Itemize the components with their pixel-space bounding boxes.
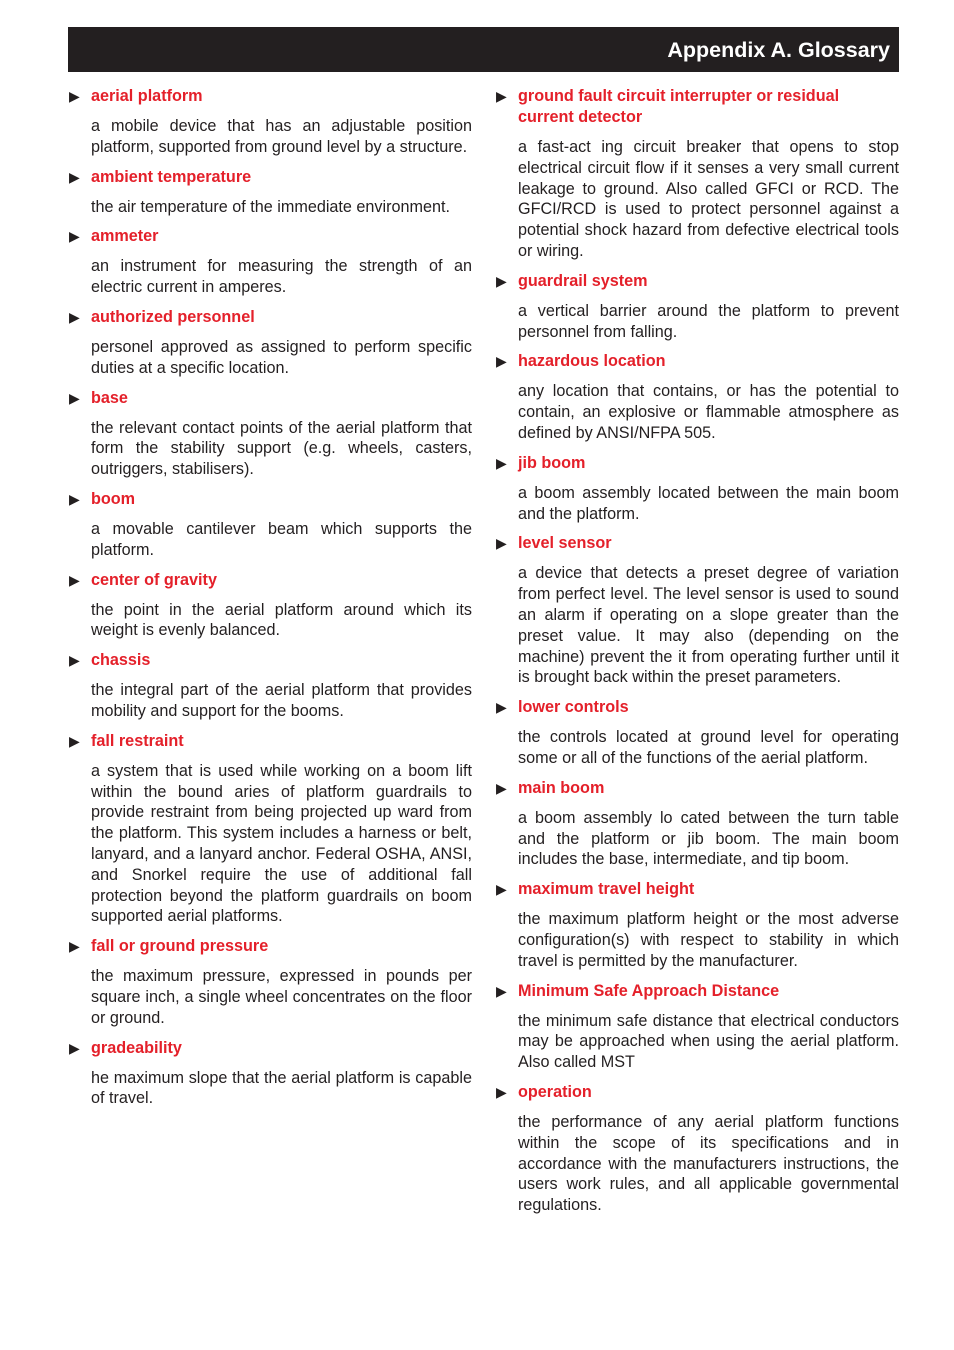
bullet-arrow-icon: ▶ [69, 228, 80, 245]
glossary-entry [496, 778, 899, 870]
glossary-entry [69, 570, 472, 642]
glossary-term: center of gravity [91, 570, 217, 589]
glossary-definition: the maximum pressure, expressed in pounds per square inch, a single wheel concentrates on the floor or ground. [91, 967, 472, 1027]
glossary-definition: the point in the aerial platform around which its weight is evenly balanced. [91, 600, 472, 640]
bullet-arrow-icon: ▶ [496, 982, 507, 999]
glossary-entry [496, 271, 899, 343]
glossary-entry [496, 981, 899, 1073]
bullet-arrow-icon: ▶ [69, 732, 80, 749]
bullet-arrow-icon: ▶ [496, 535, 507, 552]
glossary-definition: a boom assembly lo cated between the turn table and the platform or jib boom. The main boom includes the base, intermediate, and tip boom. [518, 808, 899, 869]
bullet-arrow-icon: ▶ [69, 168, 80, 185]
glossary-term: jib boom [518, 453, 586, 472]
glossary-term: fall restraint [91, 731, 184, 750]
glossary-definition: an instrument for measuring the strength of an electric current in amperes. [91, 257, 472, 297]
glossary-entry [69, 307, 472, 379]
bullet-arrow-icon: ▶ [496, 353, 507, 370]
glossary-column-left [69, 86, 472, 1118]
glossary-term: boom [91, 489, 136, 508]
glossary-term: hazardous location [518, 352, 666, 371]
bullet-arrow-icon: ▶ [69, 652, 80, 669]
glossary-term: guardrail system [518, 271, 648, 290]
glossary-term: gradeability [91, 1038, 182, 1057]
glossary-definition: a fast-act ing circuit breaker that opens to stop electrical circuit flow if it senses a very small current leakage to ground. Also called GFCI or RCD. The GFCI/RCD is used to protect personnel against a potential shock hazard from defective electrical tools or wiring. [518, 138, 899, 260]
glossary-entry [69, 167, 472, 218]
glossary-definition: the integral part of the aerial platform that provides mobility and support for the booms. [91, 681, 472, 720]
bullet-arrow-icon: ▶ [496, 1083, 507, 1100]
page-header [68, 27, 899, 72]
glossary-definition: the controls located at ground level for operating some or all of the functions of the aerial platform. [518, 728, 899, 767]
glossary-entry [69, 1038, 472, 1110]
bullet-arrow-icon: ▶ [69, 571, 80, 588]
page-title: Appendix A. Glossary [667, 38, 890, 62]
glossary-term: aerial platform [91, 87, 203, 105]
glossary-term: ammeter [91, 227, 159, 246]
glossary-term: operation [518, 1082, 592, 1101]
glossary-definition: a boom assembly located between the main boom and the platform. [518, 483, 899, 523]
glossary-definition: the relevant contact points of the aerial platform that form the stability support (e.g. wheels, casters, outriggers, stabilisers). [91, 418, 472, 479]
glossary-entry [69, 489, 472, 561]
glossary-entry [69, 731, 472, 927]
glossary-term: ground fault circuit interrupter or residual current detector [518, 87, 840, 126]
glossary-definition: the air temperature of the immediate environment. [91, 197, 451, 216]
bullet-arrow-icon: ▶ [69, 1039, 80, 1056]
glossary-entry [496, 879, 899, 971]
glossary-definition: a system that is used while working on a boom lift within the bound aries of platform guardrails to provide restraint from being projected up ward from the platform. This system includes a harness or belt, lanyard, and a lanyard anchor. Federal OSHA, ANSI, and Snorkel require the use of additional fall protection beyond the platform guardrails on boom supported aerial platforms. [91, 761, 472, 926]
glossary-entry [496, 351, 899, 443]
glossary-entry [496, 697, 899, 769]
glossary-term: level sensor [518, 534, 612, 553]
bullet-arrow-icon: ▶ [69, 88, 80, 104]
bullet-arrow-icon: ▶ [496, 272, 507, 289]
bullet-arrow-icon: ▶ [496, 779, 507, 796]
glossary-term: authorized personnel [91, 307, 255, 326]
glossary-definition: a movable cantilever beam which supports the platform. [91, 519, 472, 559]
glossary-definition: a vertical barrier around the platform to prevent personnel from falling. [518, 301, 899, 341]
glossary-entry [496, 453, 899, 525]
glossary-term: ambient temperature [91, 167, 252, 186]
glossary-term: Minimum Safe Approach Distance [518, 981, 780, 1000]
bullet-arrow-icon: ▶ [69, 389, 80, 406]
glossary-definition: the minimum safe distance that electrical conductors may be approached when using the aerial platform. Also called MST [518, 1011, 899, 1072]
glossary-entry [69, 388, 472, 480]
bullet-arrow-icon: ▶ [496, 881, 507, 898]
bullet-arrow-icon: ▶ [496, 454, 507, 471]
glossary-term: chassis [91, 651, 151, 670]
bullet-arrow-icon: ▶ [496, 88, 507, 104]
glossary-term: base [91, 388, 128, 407]
glossary-definition: he maximum slope that the aerial platform is capable of travel. [91, 1068, 472, 1108]
glossary-entry [69, 226, 472, 298]
glossary-entry [496, 86, 899, 262]
bullet-arrow-icon: ▶ [496, 699, 507, 716]
glossary-term: fall or ground pressure [91, 937, 269, 956]
glossary-definition: the performance of any aerial platform functions within the scope of its specifications and in accordance with the manufacturers instructions, the users work rules, and all applicable governmental regulations. [518, 1112, 899, 1215]
glossary-definition: a device that detects a preset degree of variation from perfect level. The level sensor is used to sound an alarm if operating on a slope greater than the preset value. It may also (depending on the machine) prevent the it from operating further until it is brought back within the preset parameters. [518, 564, 899, 687]
glossary-column-right [496, 86, 899, 1225]
glossary-definition: a mobile device that has an adjustable position platform, supported from ground level by a structure. [91, 117, 472, 156]
glossary-entry [69, 86, 472, 158]
glossary-entry [69, 936, 472, 1028]
glossary-entry [69, 650, 472, 722]
glossary-term: main boom [518, 778, 605, 797]
glossary-entry [496, 533, 899, 688]
glossary-term: lower controls [518, 698, 629, 717]
bullet-arrow-icon: ▶ [69, 308, 80, 325]
glossary-definition: the maximum platform height or the most adverse configuration(s) with respect to stability in which travel is permitted by the manufacturer. [518, 910, 899, 970]
glossary-term: maximum travel height [518, 880, 695, 899]
bullet-arrow-icon: ▶ [69, 490, 80, 507]
glossary-entry [496, 1082, 899, 1216]
glossary-definition: personel approved as assigned to perform specific duties at a specific location. [91, 337, 472, 377]
glossary-definition: any location that contains, or has the potential to contain, an explosive or flammable atmosphere as defined by ANSI/NFPA 505. [518, 382, 899, 442]
bullet-arrow-icon: ▶ [69, 938, 80, 955]
